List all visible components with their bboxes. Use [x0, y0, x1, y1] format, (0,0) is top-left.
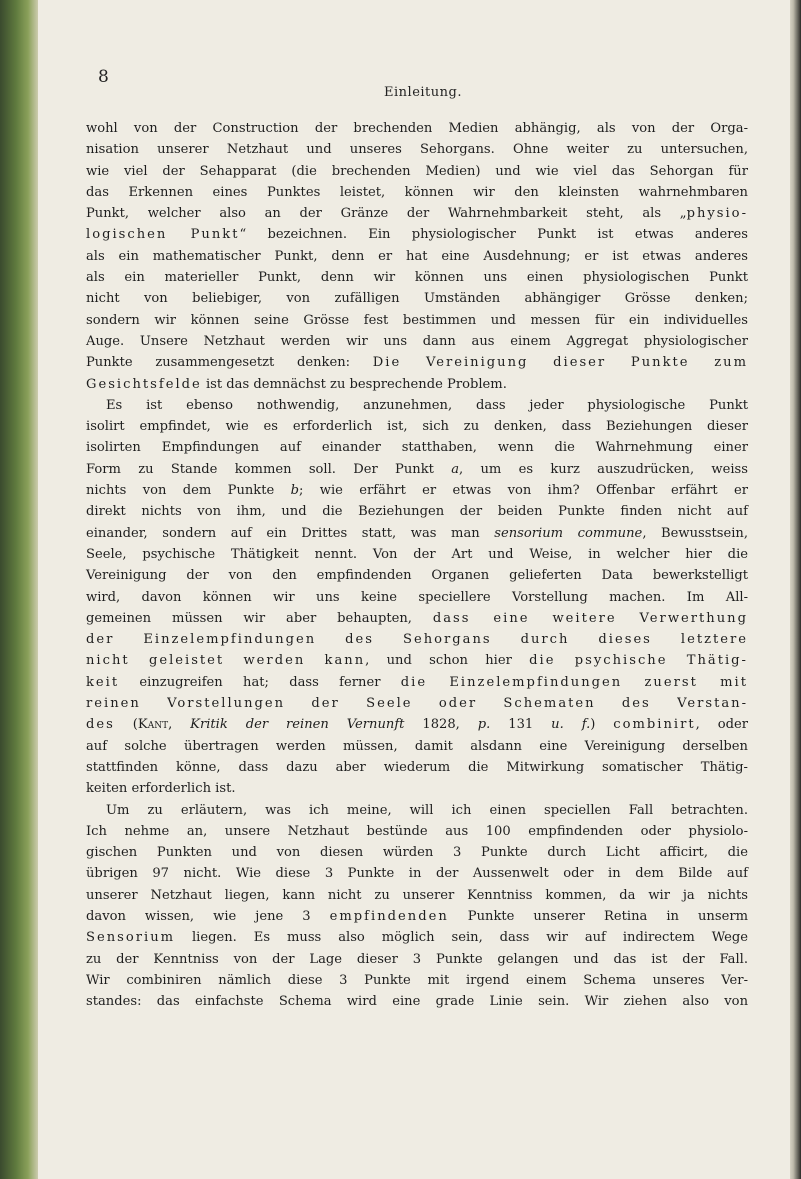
text-run: Punkte unserer Retina in unserm: [448, 908, 748, 924]
text-line: [86, 800, 748, 821]
text-line: [86, 906, 748, 927]
text-line: [86, 608, 748, 629]
text-line: [86, 927, 748, 948]
text-run: gemeinen müssen wir aber behaupten,: [86, 610, 433, 626]
text-run: nicht von beliebiger, von zufälligen Umständen abhängiger Grösse denken;: [86, 291, 748, 307]
text-run: wohl von der Construction der brechenden Medien abhängig, als von der Orga-: [86, 121, 748, 136]
text-run: , oder: [695, 717, 748, 733]
book-binding-edge: [0, 0, 40, 1179]
text-line: [86, 629, 748, 650]
text-run: stattfinden könne, dass dazu aber wiederum die Mitwirkung somatischer Thätig-: [86, 759, 748, 775]
italic-text: p.: [477, 717, 491, 733]
spaced-emphasis: dass eine weitere Verwerthung: [432, 610, 748, 626]
text-run: Um zu erläutern, was ich meine, will ich einen speciellen Fall betrachten.: [106, 802, 748, 818]
spaced-emphasis: Gesichtsfelde: [86, 376, 202, 392]
text-line: [86, 267, 748, 288]
text-line: [86, 331, 748, 352]
text-run: (: [114, 717, 138, 733]
italic-text: u. f.: [551, 717, 591, 733]
text-line: [86, 757, 748, 778]
text-run: einzugreifen hat; dass ferner: [119, 674, 401, 690]
text-line: [86, 842, 748, 863]
text-line: [86, 672, 748, 693]
text-line: [86, 565, 748, 586]
text-line: [86, 416, 748, 437]
text-run: Ich nehme an, unsere Netzhaut bestünde aus 100 empfindenden oder physiolo-: [86, 823, 748, 839]
text-line: [86, 778, 748, 799]
spaced-emphasis: die psychische Thätig-: [529, 653, 748, 669]
text-line: [86, 288, 748, 309]
spaced-emphasis: logischen Punkt: [86, 227, 240, 243]
text-run: nisation unserer Netzhaut und unseres Sehorgans. Ohne weiter zu untersuchen,: [86, 142, 748, 158]
text-line: [86, 246, 748, 267]
text-line: [86, 437, 748, 458]
text-line: [86, 374, 748, 395]
text-run: auf solche übertragen werden müssen, damit alsdann eine Vereinigung derselben: [86, 738, 748, 754]
text-run: zu der Kenntniss von der Lage dieser 3 Punkte gelangen und das ist der Fall.: [86, 951, 748, 967]
text-line: [86, 650, 748, 671]
spaced-emphasis: reinen Vorstellungen der Seele oder Schematen des Verstan-: [86, 696, 748, 712]
spaced-emphasis: nicht geleistet werden kann: [86, 653, 366, 669]
text-run: davon wissen, wie jene 3: [86, 908, 330, 924]
text-run: sondern wir können seine Grösse fest bestimmen und messen für ein individuelles: [86, 312, 748, 328]
text-run: Form zu Stande kommen soll. Der Punkt: [86, 461, 452, 477]
text-run: Auge. Unsere Netzhaut werden wir uns dann aus einem Aggregat physiologischer: [86, 333, 748, 349]
book-page: [38, 0, 790, 1179]
text-run: Wir combiniren nämlich diese 3 Punkte mit irgend einem Schema unseres Ver-: [86, 972, 748, 988]
text-line: [86, 224, 748, 245]
text-line: [86, 161, 748, 182]
spaced-emphasis: der Einzelempfindungen des Sehorgans durch dieses letztere: [86, 632, 748, 648]
spaced-emphasis: Die Vereinigung dieser Punkte zum: [372, 355, 749, 371]
text-run: ,: [168, 717, 191, 733]
text-run: nichts von dem Punkte: [86, 483, 291, 499]
text-run: gischen Punkten und von diesen würden 3 Punkte durch Licht afficirt, die: [86, 845, 748, 861]
spaced-emphasis: keit: [86, 674, 120, 690]
text-run: 131: [490, 717, 552, 733]
page-number: 8: [98, 67, 109, 87]
body-text: [86, 118, 748, 1012]
text-run: ; wie erfährt er etwas von ihm? Offenbar erfährt er: [298, 483, 748, 499]
text-line: [86, 480, 748, 501]
italic-text: a: [451, 461, 460, 477]
text-run: keiten erforderlich ist.: [86, 781, 236, 797]
text-line: [86, 587, 748, 608]
running-head: Einleitung.: [384, 85, 462, 100]
text-line: [86, 501, 748, 522]
text-line: [86, 118, 748, 139]
text-line: [86, 203, 748, 224]
text-run: Es ist ebenso nothwendig, anzunehmen, dass jeder physiologische Punkt: [106, 397, 748, 413]
spaced-emphasis: des: [86, 717, 115, 733]
text-line: [86, 736, 748, 757]
spaced-emphasis: die Einzelempfindungen zuerst mit: [400, 674, 748, 690]
text-line: [86, 885, 748, 906]
italic-text: sensorium commune: [494, 525, 643, 541]
spaced-emphasis: combinirt: [613, 717, 696, 733]
text-line: [86, 544, 748, 565]
text-run: als ein mathematischer Punkt, denn er hat eine Ausdehnung; er ist etwas anderes: [86, 248, 748, 264]
page-header: [98, 67, 748, 107]
text-run: liegen. Es muss also möglich sein, dass wir auf indirectem Wege: [175, 930, 748, 946]
text-line: [86, 863, 748, 884]
italic-text: b: [290, 483, 299, 499]
text-run: wie viel der Sehapparat (die brechenden Medien) und wie viel das Sehorgan für: [86, 163, 748, 179]
text-run: , Bewusstsein,: [642, 525, 748, 541]
text-run: als ein materieller Punkt, denn wir können uns einen physiologischen Punkt: [86, 270, 748, 286]
text-line: [86, 459, 748, 480]
text-run: einander, sondern auf ein Drittes statt, was man: [86, 525, 495, 541]
text-line: [86, 310, 748, 331]
text-run: Seele, psychische Thätigkeit nennt. Von der Art und Weise, in welcher hier die: [86, 546, 748, 562]
spaced-emphasis: Sensorium: [86, 930, 176, 946]
text-line: [86, 970, 748, 991]
italic-text: Kritik der reinen Vernunft: [190, 717, 405, 733]
text-run: direkt nichts von ihm, und die Beziehungen der beiden Punkte finden nicht auf: [86, 504, 748, 520]
text-line: [86, 395, 748, 416]
text-run: übrigen 97 nicht. Wie diese 3 Punkte in der Aussenwelt oder in dem Bilde auf: [86, 866, 748, 882]
text-line: [86, 821, 748, 842]
text-line: [86, 949, 748, 970]
text-line: [86, 139, 748, 160]
text-line: [86, 991, 748, 1012]
spaced-emphasis: empfindenden: [329, 908, 449, 924]
text-run: ist das demnächst zu besprechende Problem.: [201, 376, 507, 392]
text-run: Punkt, welcher also an der Gränze der Wahrnehmbarkeit steht, als „: [86, 206, 687, 222]
text-run: , und schon hier: [365, 653, 530, 669]
text-line: [86, 352, 748, 373]
text-line: [86, 714, 748, 735]
text-run: ): [590, 717, 614, 733]
text-run: das Erkennen eines Punktes leistet, können wir den kleinsten wahrnehmbaren: [86, 184, 748, 200]
text-run: unserer Netzhaut liegen, kann nicht zu unserer Kenntniss kommen, da wir ja nichts: [86, 887, 748, 903]
small-caps-text: Kant: [137, 717, 169, 733]
text-run: isolirt empfindet, wie es erforderlich ist, sich zu denken, dass Beziehungen dieser: [86, 419, 748, 435]
text-run: wird, davon können wir uns keine speciellere Vorstellung machen. Im All-: [86, 589, 748, 605]
text-run: , um es kurz auszudrücken, weiss: [459, 461, 748, 477]
text-run: “ bezeichnen. Ein physiologischer Punkt ist etwas anderes: [239, 227, 748, 243]
text-run: Punkte zusammengesetzt denken:: [86, 355, 373, 371]
text-run: isolirten Empfindungen auf einander statthaben, wenn die Wahrnehmung einer: [86, 440, 748, 456]
text-run: standes: das einfachste Schema wird eine grade Linie sein. Wir ziehen also von: [86, 994, 748, 1010]
text-line: [86, 693, 748, 714]
text-run: 1828,: [404, 717, 478, 733]
text-run: Vereinigung der von den empfindenden Organen gelieferten Data bewerkstelligt: [86, 568, 748, 584]
text-line: [86, 523, 748, 544]
spaced-emphasis: physio-: [686, 206, 748, 222]
text-line: [86, 182, 748, 203]
